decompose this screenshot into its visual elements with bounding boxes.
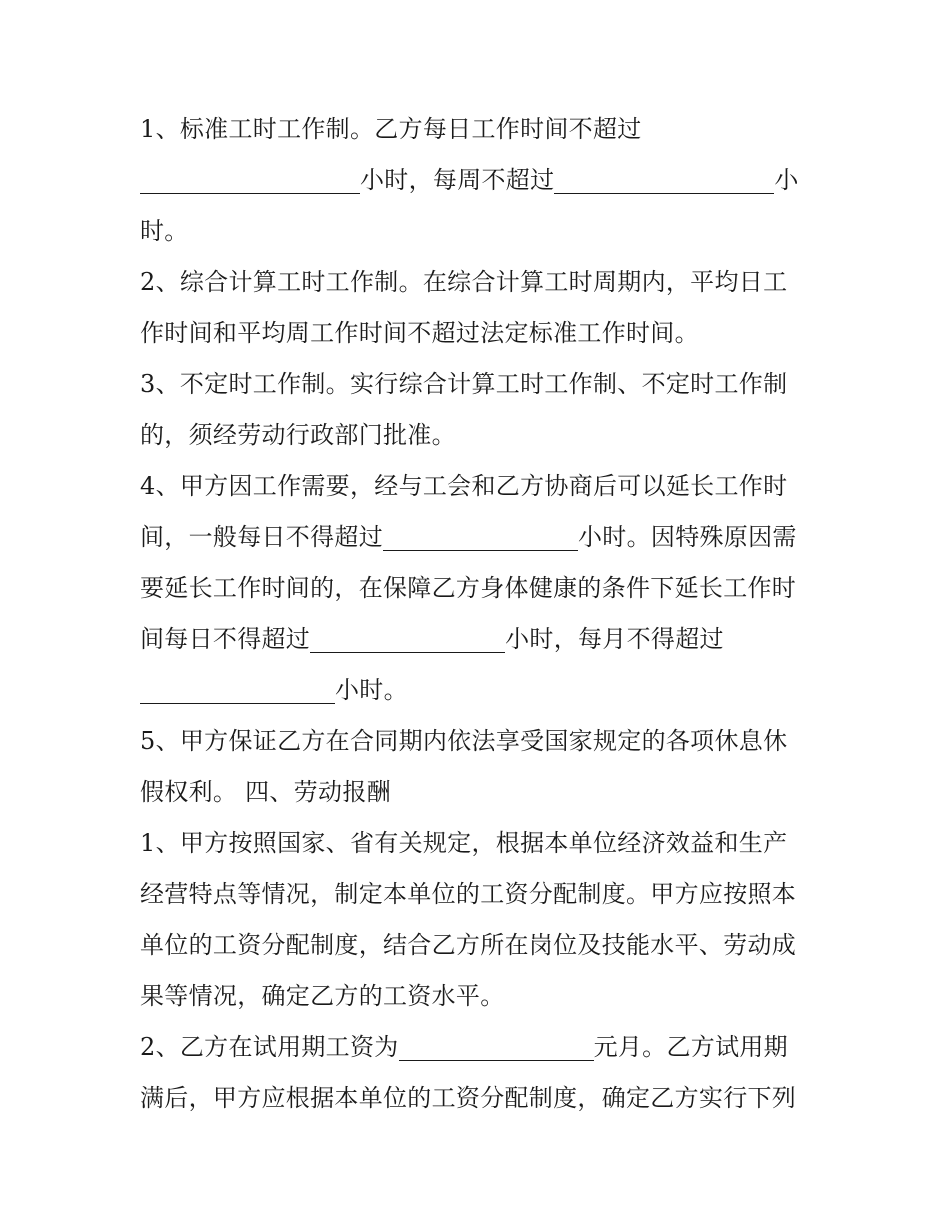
text-fragment: 时。 [140,217,189,245]
text-line [140,308,820,359]
text-fragment: 经营特点等情况，制定本单位的工资分配制度。甲方应按照本 [140,880,797,908]
text-line [140,716,820,767]
section-heading-labor-pay: 假权利。 四、劳动报酬 [140,778,391,806]
weekly-hours-blank[interactable] [554,163,774,194]
text-line [140,869,820,920]
clause-5-rest-leave: 5、甲方保证乙方在合同期内依法享受国家规定的各项休息休 [140,727,788,755]
probation-wage-blank[interactable] [399,1030,594,1061]
text-fragment: 元月。乙方试用期 [593,1033,788,1061]
clause-3-flexible-hours: 3、不定时工作制。实行综合计算工时工作制、不定时工作制 [140,370,788,398]
document-body [140,104,820,1124]
text-fragment: 小 [774,166,799,194]
pay-clause-2: 2、乙方在试用期工资为 [140,1033,399,1061]
text-line [140,1022,820,1073]
text-line [140,461,820,512]
text-line [140,410,820,461]
daily-hours-blank[interactable] [140,163,360,194]
text-line [140,818,820,869]
clause-1-standard-hours: 1、标准工时工作制。乙方每日工作时间不超过 [140,115,642,143]
text-line [140,257,820,308]
text-fragment: 作时间和平均周工作时间不超过法定标准工作时间。 [140,319,699,347]
text-fragment: 果等情况，确定乙方的工资水平。 [140,982,505,1010]
overtime-daily-blank[interactable] [383,520,578,551]
text-fragment: 要延长工作时间的，在保障乙方身体健康的条件下延长工作时 [140,574,797,602]
overtime-monthly-blank[interactable] [140,673,335,704]
text-line [140,563,820,614]
text-line [140,920,820,971]
text-line [140,971,820,1022]
text-line [140,104,820,155]
text-fragment: 间，一般每日不得超过 [140,523,383,551]
text-line [140,359,820,410]
text-line [140,665,820,716]
text-line [140,614,820,665]
text-fragment: 小时，每月不得超过 [505,625,724,653]
text-line [140,206,820,257]
text-fragment: 小时，每周不超过 [360,166,555,194]
text-line [140,155,820,206]
text-line [140,1073,820,1124]
text-fragment: 间每日不得超过 [140,625,311,653]
text-fragment: 小时。因特殊原因需 [578,523,797,551]
text-fragment: 小时。 [335,676,408,704]
clause-2-comprehensive-hours: 2、综合计算工时工作制。在综合计算工时周期内，平均日工 [140,268,788,296]
pay-clause-1: 1、甲方按照国家、省有关规定，根据本单位经济效益和生产 [140,829,788,857]
text-fragment: 满后，甲方应根据本单位的工资分配制度，确定乙方实行下列 [140,1084,797,1112]
clause-4-overtime: 4、甲方因工作需要，经与工会和乙方协商后可以延长工作时 [140,472,788,500]
text-line [140,512,820,563]
text-line [140,767,820,818]
text-fragment: 的，须经劳动行政部门批准。 [140,421,456,449]
text-fragment: 单位的工资分配制度，结合乙方所在岗位及技能水平、劳动成 [140,931,797,959]
special-overtime-daily-blank[interactable] [310,622,505,653]
